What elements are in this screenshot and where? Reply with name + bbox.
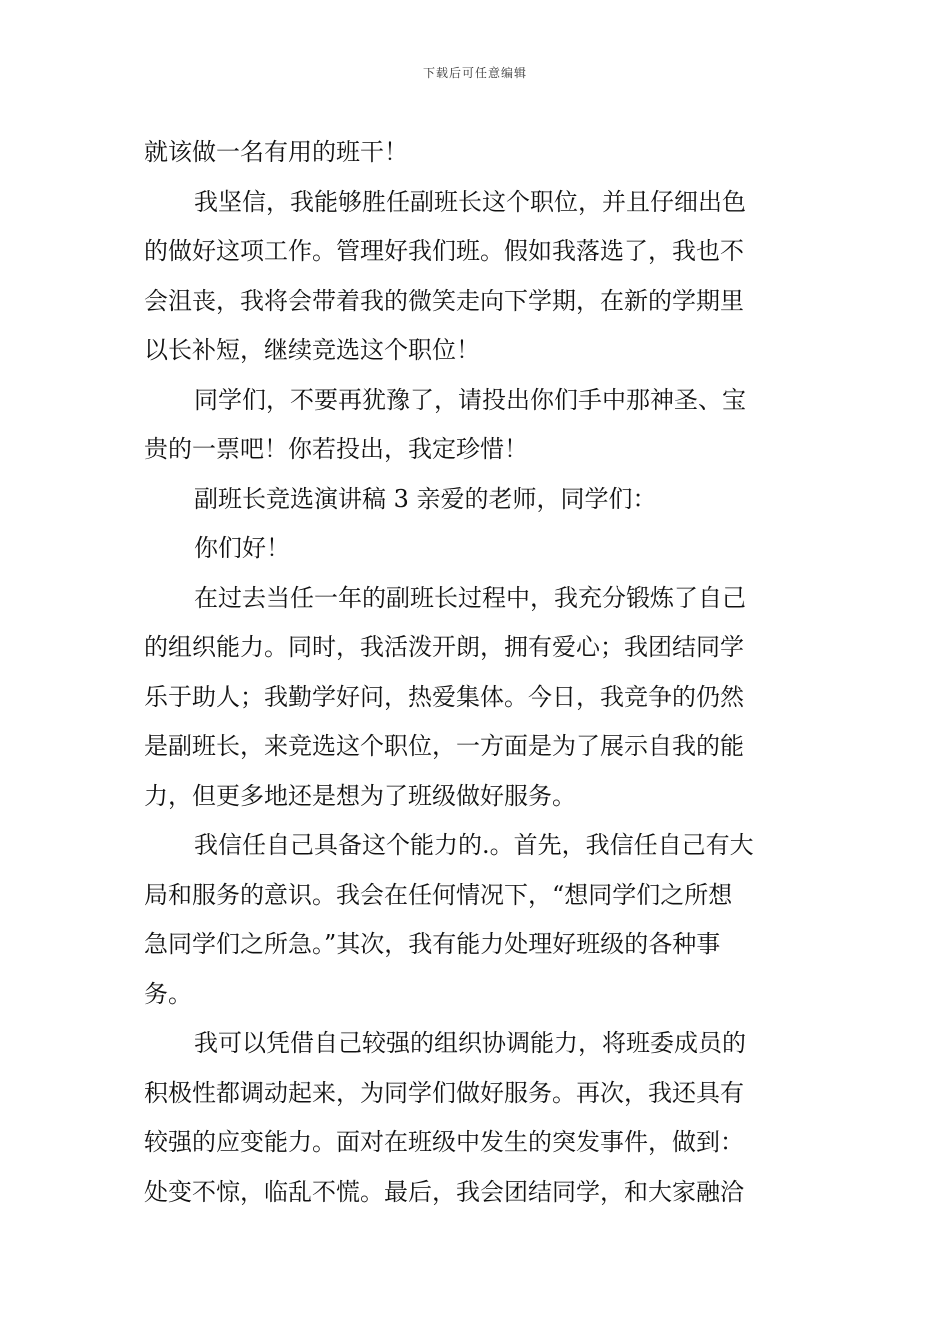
text-line: 力，但更多地还是想为了班级做好服务。 <box>144 781 576 810</box>
text-line: 在过去当任一年的副班长过程中，我充分锻炼了自己 <box>194 583 746 612</box>
text-line: 急同学们之所急。”其次，我有能力处理好班级的各种事 <box>144 930 721 958</box>
text-line: 就该做一名有用的班干！ <box>144 138 408 166</box>
text-line: 乐于助人；我勤学好问，热爱集体。今日，我竞争的仍然 <box>144 682 744 711</box>
text-line: 我坚信，我能够胜任副班长这个职位，并且仔细出色 <box>194 187 746 216</box>
text-line: 同学们，不要再犹豫了，请投出你们手中那神圣、宝 <box>194 385 746 414</box>
text-line: 会沮丧，我将会带着我的微笑走向下学期，在新的学期里 <box>144 286 744 315</box>
text-line: 我信任自己具备这个能力的.。首先，我信任自己有大 <box>194 831 754 859</box>
text-line: 处变不惊，临乱不慌。最后，我会团结同学，和大家融洽 <box>144 1177 744 1206</box>
page-header: 下载后可任意编辑 <box>422 66 527 80</box>
text-line: 务。 <box>144 979 192 1008</box>
text-line: 以长补短，继续竞选这个职位！ <box>144 336 480 364</box>
text-line: 我可以凭借自己较强的组织协调能力，将班委成员的 <box>194 1029 746 1057</box>
text-line: 局和服务的意识。我会在任何情况下，“想同学们之所想 <box>144 880 733 909</box>
text-line: 的组织能力。同时，我活泼开朗，拥有爱心；我团结同学 <box>144 633 744 661</box>
text-line: 的做好这项工作。管理好我们班。假如我落选了，我也不 <box>144 237 744 265</box>
text-line: 较强的应变能力。面对在班级中发生的突发事件，做到： <box>144 1128 744 1156</box>
text-line: 贵的一票吧！你若投出，我定珍惜！ <box>144 435 528 463</box>
document-body <box>144 128 808 1217</box>
text-line: 积极性都调动起来，为同学们做好服务。再次，我还具有 <box>144 1078 744 1107</box>
text-line: 你们好！ <box>194 534 290 562</box>
text-line: 副班长竞选演讲稿 3 亲爱的老师，同学们： <box>194 484 657 513</box>
text-line: 是副班长，来竞选这个职位，一方面是为了展示自我的能 <box>144 732 744 760</box>
